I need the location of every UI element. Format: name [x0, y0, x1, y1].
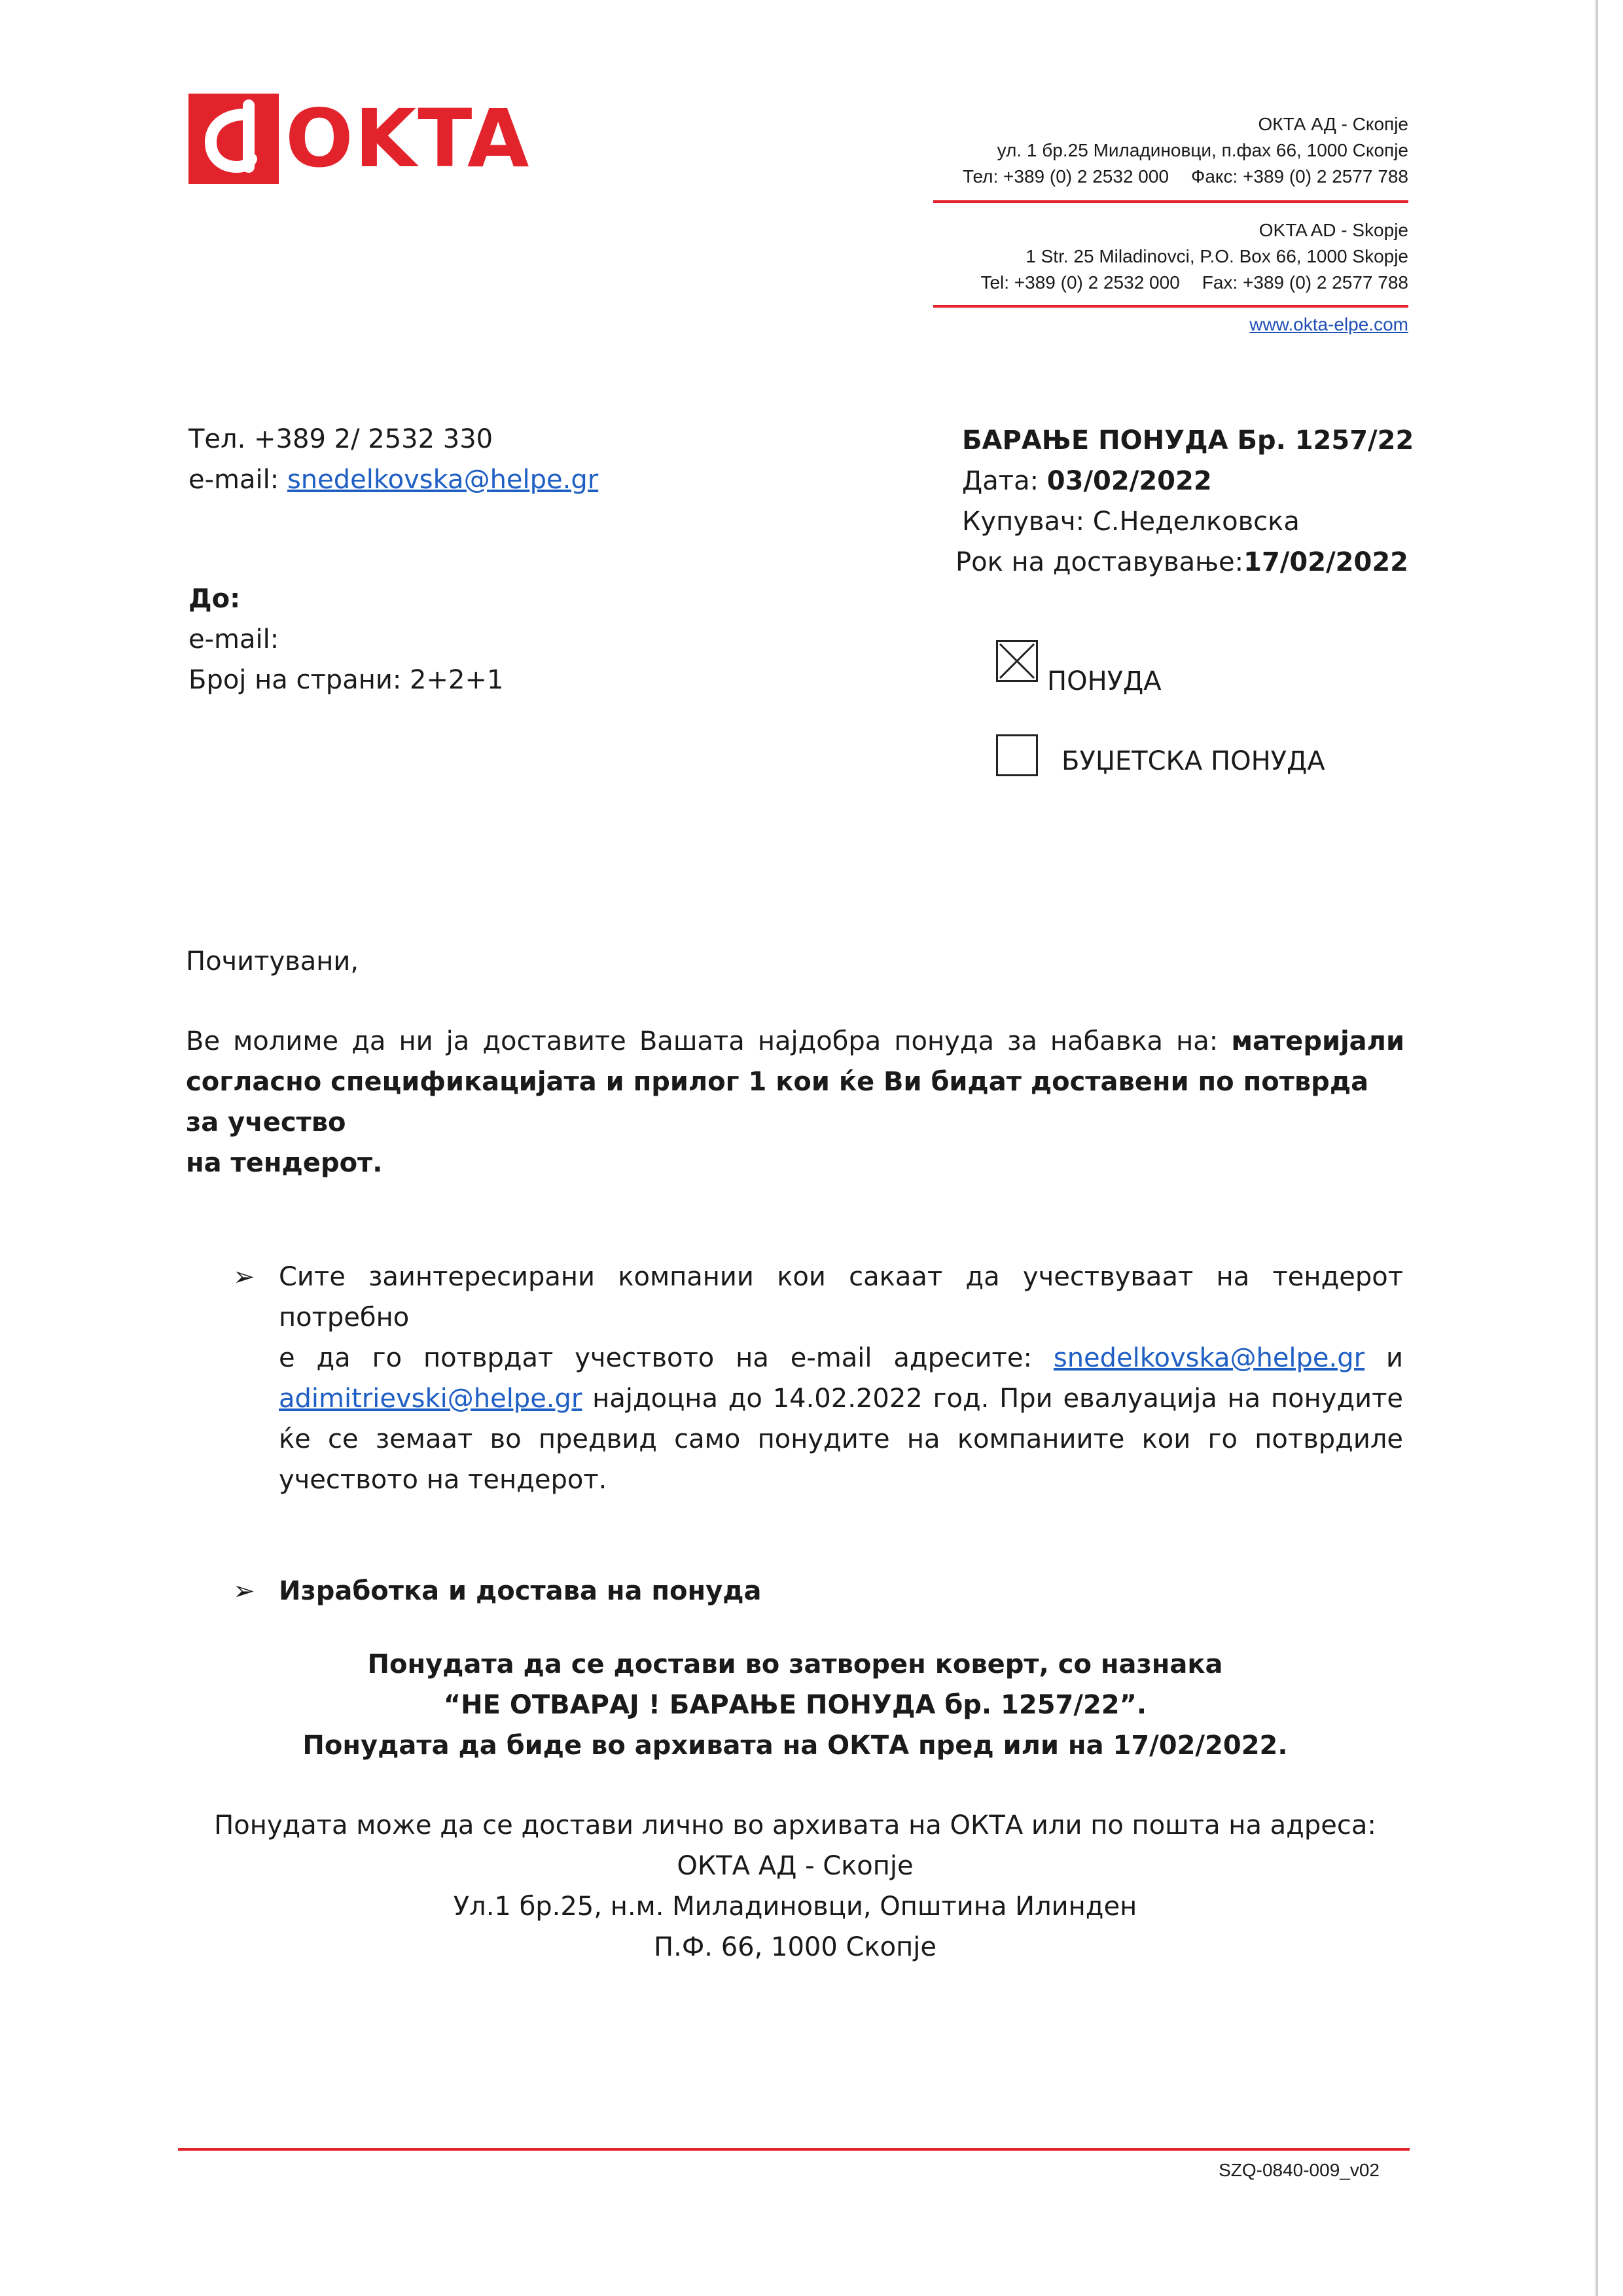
company-tel-en: Tel: +389 (0) 2 2532 000: [980, 272, 1180, 293]
request-date-label: Дата:: [962, 466, 1039, 496]
notice-line-2: “НЕ ОТВАРАЈ ! БАРАЊЕ ПОНУДА бр. 1257/22”.: [443, 1690, 1147, 1720]
bullet-arrow-icon: ➢: [233, 1576, 255, 1606]
website-link[interactable]: www.okta-elpe.com: [1249, 314, 1408, 334]
request-deadline: 17/02/2022: [1243, 547, 1408, 577]
header-divider-2: [933, 305, 1408, 308]
document-code: SZQ-0840-009_v02: [1219, 2160, 1380, 2180]
bullet1-line5: учеството на тендерот.: [279, 1465, 607, 1495]
bullet1-email-1[interactable]: snedelkovska@helpe.gr: [1053, 1343, 1365, 1373]
delivery-line-3: Ул.1 бр.25, н.м. Миладиновци, Општина Илинден: [453, 1892, 1137, 1922]
company-header-mk: [963, 111, 1408, 190]
recipient-to-label: До:: [188, 584, 241, 614]
company-phone-row-en: [980, 270, 1408, 296]
intro-paragraph: [186, 1021, 1404, 1183]
recipient-email-label: e-mail:: [188, 624, 279, 655]
bullet1-line2-text: е да го потврдат учеството на e-mail адресите:: [279, 1343, 1032, 1373]
request-buyer: Купувач: С.Неделковска: [962, 507, 1300, 537]
recipient-pages: Број на страни: 2+2+1: [188, 665, 504, 695]
budget-offer-checkbox[interactable]: [996, 734, 1038, 776]
company-address-en: 1 Str. 25 Miladinovci, P.O. Box 66, 1000 Skopje: [1026, 246, 1408, 266]
bullet1-line1: Сите заинтересирани компании кои сакаат да учествуваат на тендерот потребно: [279, 1262, 1403, 1333]
bullet1-and: и: [1386, 1343, 1403, 1373]
contact-email-row: [188, 459, 598, 500]
request-deadline-label: Рок на доставување:: [955, 547, 1244, 577]
company-fax-mk: Факс: +389 (0) 2 2577 788: [1191, 166, 1408, 187]
offer-label: ПОНУДА: [1047, 666, 1162, 696]
company-tel-mk: Тел: +389 (0) 2 2532 000: [962, 166, 1169, 187]
footer-divider: [178, 2148, 1410, 2151]
header-divider-1: [933, 200, 1408, 203]
delivery-line-2: ОКТА АД - Скопје: [677, 1851, 914, 1881]
contact-block: [188, 419, 598, 500]
company-phone-row-mk: [963, 164, 1408, 190]
notice-line-3: Понудата да биде во архивата на ОКТА пред или на 17/02/2022.: [302, 1731, 1288, 1761]
request-deadline-row: [955, 542, 1408, 583]
bullet1-line2: [279, 1338, 1403, 1378]
sealed-envelope-notice: [186, 1644, 1404, 1766]
request-date: 03/02/2022: [1046, 466, 1212, 496]
intro-line-1: [186, 1021, 1404, 1062]
logo-text: OKTA: [285, 92, 531, 185]
scan-edge: [1596, 0, 1598, 2296]
bullet1-line3-text: најдоцна до 14.02.2022 год. При евалуација на понудите: [592, 1384, 1404, 1414]
contact-email-label: e-mail:: [188, 465, 279, 495]
intro-line-3: на тендерот.: [186, 1148, 383, 1178]
okta-logo: [188, 92, 531, 185]
okta-logo-mark-icon: [188, 94, 279, 184]
bullet2-title: Изработка и достава на понуда: [279, 1576, 762, 1606]
bullet1-line4: ќе се земаат во предвид само понудите на компаниите кои го потврдиле: [279, 1424, 1403, 1454]
budget-offer-label: БУЏЕТСКА ПОНУДА: [1061, 746, 1325, 776]
company-name-en: OKTA AD - Skopje: [1258, 220, 1408, 240]
notice-line-1: Понудата да се достави во затворен коверт, со назнака: [367, 1649, 1223, 1679]
greeting: Почитувани,: [186, 946, 359, 977]
company-name-mk: ОКТА АД - Скопје: [1258, 114, 1408, 134]
request-date-row: [962, 461, 1414, 501]
company-fax-en: Fax: +389 (0) 2 2577 788: [1202, 272, 1408, 293]
offer-checkbox[interactable]: [996, 640, 1038, 682]
bullet1-email-2[interactable]: adimitrievski@helpe.gr: [279, 1384, 582, 1414]
company-header-en: [980, 217, 1408, 296]
bullet-arrow-icon: ➢: [233, 1262, 255, 1292]
request-title: БАРАЊЕ ПОНУДА Бр. 1257/22: [962, 425, 1414, 456]
delivery-line-1: Понудата може да се достави лично во архивата на ОКТА или по пошта на адреса:: [214, 1810, 1376, 1840]
delivery-line-4: П.Ф. 66, 1000 Скопје: [654, 1932, 936, 1962]
request-block: [962, 420, 1414, 542]
intro-bold-1: материјали: [1231, 1026, 1404, 1056]
contact-tel: Тел. +389 2/ 2532 330: [188, 424, 493, 454]
bullet1-line3: [279, 1378, 1403, 1419]
bullet1-paragraph: [279, 1257, 1403, 1500]
intro-lead: Ве молиме да ни ја доставите Вашата најдобра понуда за набавка на:: [186, 1026, 1219, 1056]
contact-email-link[interactable]: snedelkovska@helpe.gr: [287, 465, 599, 495]
intro-line-2: согласно спецификацијата и прилог 1 кои ќе Ви бидат доставени по потврда за учество: [186, 1067, 1369, 1138]
delivery-address: [186, 1805, 1404, 1967]
recipient-block: [188, 579, 503, 700]
company-address-mk: ул. 1 бр.25 Миладиновци, п.фах 66, 1000 Скопје: [997, 140, 1408, 160]
